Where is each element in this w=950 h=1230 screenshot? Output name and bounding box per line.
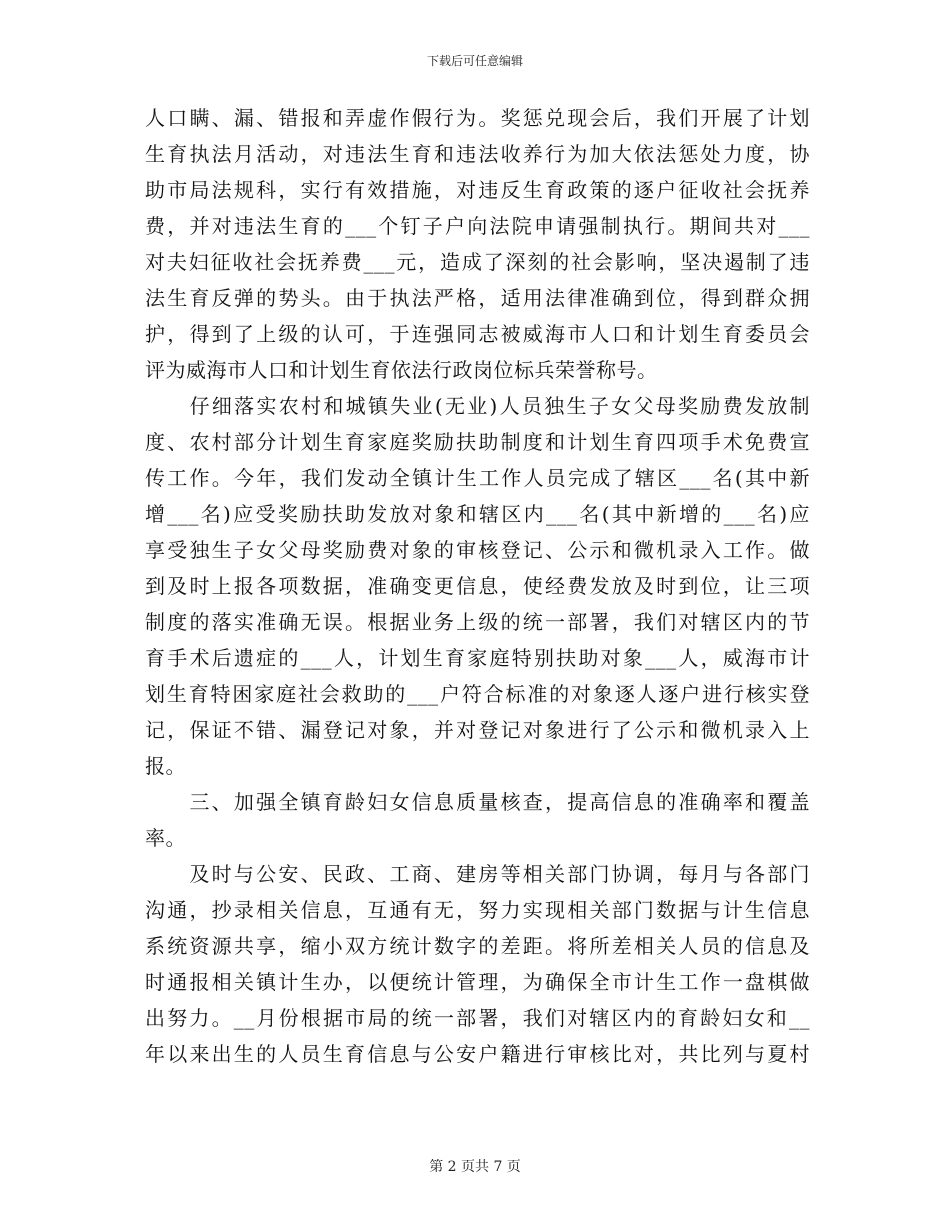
text-line: 记，保证不错、漏登记对象，并对登记对象进行了公示和微机录入上 bbox=[145, 718, 810, 742]
text-line: 年以来出生的人员生育信息与公安户籍进行审核比对，共比列与夏村 bbox=[145, 1042, 810, 1066]
text-line: 划生育特困家庭社会救助的___户符合标准的对象逐人逐户进行核实登 bbox=[145, 682, 810, 706]
text-line: 评为威海市人口和计划生育依法行政岗位标兵荣誉称号。 bbox=[145, 358, 658, 382]
text-line: 及时与公安、民政、工商、建房等相关部门协调，每月与各部门 bbox=[145, 862, 810, 886]
page-number: 第 2 页共 7 页 bbox=[429, 1159, 521, 1175]
text-line: 护，得到了上级的认可，于连强同志被威海市人口和计划生育委员会 bbox=[145, 322, 810, 346]
text-line: 出努力。__月份根据市局的统一部署，我们对辖区内的育龄妇女和__ bbox=[145, 1006, 810, 1030]
text-line: 沟通，抄录相关信息，互通有无，努力实现相关部门数据与计生信息 bbox=[145, 898, 810, 922]
text-line: 报。 bbox=[145, 754, 186, 778]
document-body bbox=[145, 100, 810, 1072]
text-line: 育手术后遗症的___人，计划生育家庭特别扶助对象___人，威海市计 bbox=[145, 646, 810, 670]
text-line: 传工作。今年，我们发动全镇计生工作人员完成了辖区___名(其中新 bbox=[145, 466, 810, 490]
text-line: 仔细落实农村和城镇失业(无业)人员独生子女父母奖励费发放制 bbox=[145, 394, 810, 418]
text-line: 助市局法规科，实行有效措施，对违反生育政策的逐户征收社会抚养 bbox=[145, 178, 810, 202]
text-line: 增___名)应受奖励扶助发放对象和辖区内___名(其中新增的___名)应 bbox=[145, 502, 810, 526]
section-heading-line: 率。 bbox=[145, 826, 186, 850]
text-line: 享受独生子女父母奖励费对象的审核登记、公示和微机录入工作。做 bbox=[145, 538, 810, 562]
section-heading-line: 三、加强全镇育龄妇女信息质量核查，提高信息的准确率和覆盖 bbox=[145, 790, 810, 814]
text-line: 时通报相关镇计生办，以便统计管理，为确保全市计生工作一盘棋做 bbox=[145, 970, 810, 994]
text-line: 度、农村部分计划生育家庭奖励扶助制度和计划生育四项手术免费宣 bbox=[145, 430, 810, 454]
text-line: 制度的落实准确无误。根据业务上级的统一部署，我们对辖区内的节 bbox=[145, 610, 810, 634]
text-line: 人口瞒、漏、错报和弄虚作假行为。奖惩兑现会后，我们开展了计划 bbox=[145, 106, 810, 130]
page-header: 下载后可任意编辑 bbox=[426, 54, 523, 68]
text-line: 法生育反弹的势头。由于执法严格，适用法律准确到位，得到群众拥 bbox=[145, 286, 810, 310]
text-line: 对夫妇征收社会抚养费___元，造成了深刻的社会影响，坚决遏制了违 bbox=[145, 250, 810, 274]
text-line: 系统资源共享，缩小双方统计数字的差距。将所差相关人员的信息及 bbox=[145, 934, 810, 958]
text-line: 到及时上报各项数据，准确变更信息，使经费发放及时到位，让三项 bbox=[145, 574, 810, 598]
text-line: 费，并对违法生育的___个钉子户向法院申请强制执行。期间共对___ bbox=[145, 214, 810, 238]
text-line: 生育执法月活动，对违法生育和违法收养行为加大依法惩处力度，协 bbox=[145, 142, 810, 166]
